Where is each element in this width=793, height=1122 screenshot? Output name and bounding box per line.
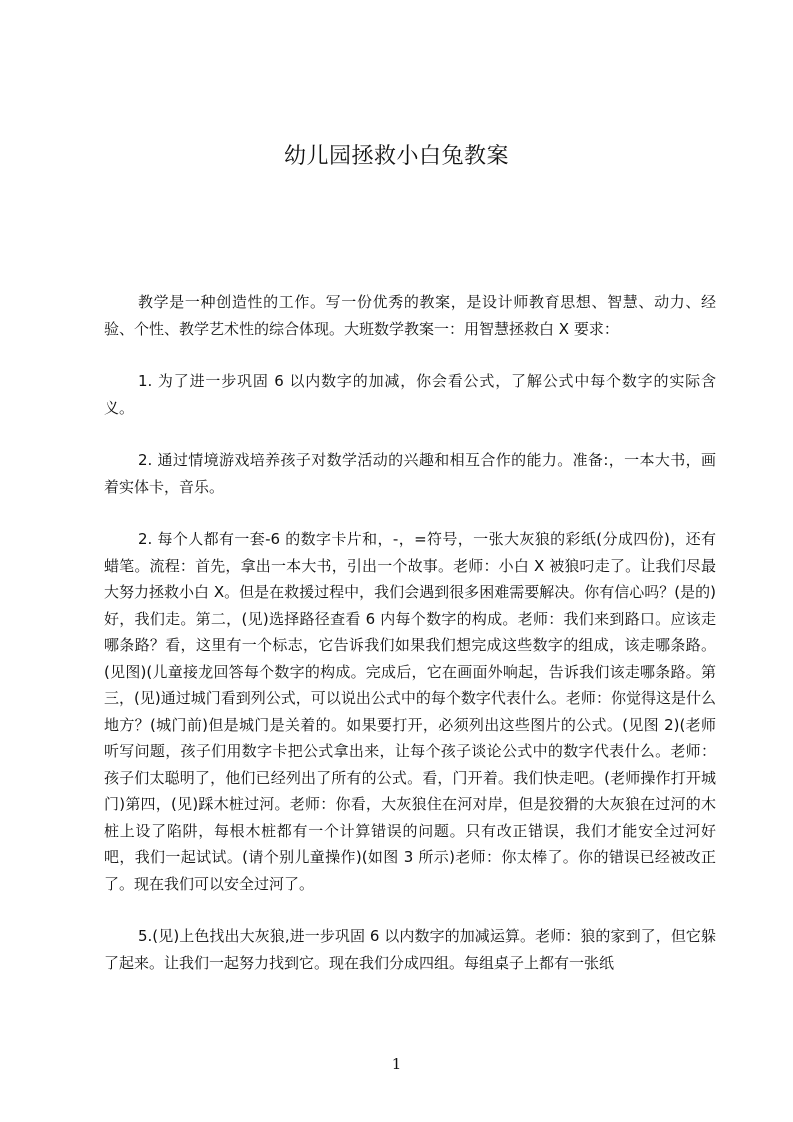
document-body (104, 289, 716, 976)
paragraph-process: 2. 每个人都有一套-6 的数字卡片和，-，=符号，一张大灰狼的彩纸(分成四份)，还有蜡笔。流程：首先，拿出一本大书，引出一个故事。老师：小白 X 被狼叼走了。让我们尽最大努力拯救小白 X。但是在救援过程中，我们会遇到很多困难需要解决。你有信心吗？(是的)好，我们走。第二，(见)选择路径查看 6 内每个数字的构成。老师：我们来到路口。应该走哪条路？看，这里有一个标志，它告诉我们如果我们想完成这些数字的组成，该走哪条路。(见图)(儿童接龙回答每个数字的构成。完成后，它在画面外响起，告诉我们该走哪条路。第三，(见)通过城门看到列公式，可以说出公式中的每个数字代表什么。老师：你觉得这是什么地方？(城门前)但是城门是关着的。如果要打开，必须列出这些图片的公式。(见图 2)(老师听写问题，孩子们用数字卡把公式拿出来，让每个孩子谈论公式中的数字代表什么。老师：孩子们太聪明了，他们已经列出了所有的公式。看，门开着。我们快走吧。(老师操作打开城门)第四，(见)踩木桩过河。老师：你看，大灰狼住在河对岸，但是狡猾的大灰狼在过河的木桩上设了陷阱，每根木桩都有一个计算错误的问题。只有改正错误，我们才能安全过河好吧，我们一起试试。(请个别儿童操作)(如图 3 所示)老师：你太棒了。你的错误已经被改正了。现在我们可以安全过河了。 (104, 530, 716, 893)
document-title: 幼儿园拯救小白兔教案 (283, 144, 509, 169)
paragraph-goal-2: 2. 通过情境游戏培养孩子对数学活动的兴趣和相互合作的能力。准备:，一本大书，画着实体卡，音乐。 (104, 451, 716, 496)
paragraph-step-5: 5.(见)上色找出大灰狼,进一步巩固 6 以内数字的加减运算。老师：狼的家到了，但它躲了起来。让我们一起努力找到它。现在我们分成四组。每组桌子上都有一张纸 (104, 927, 716, 972)
paragraph-intro: 教学是一种创造性的工作。写一份优秀的教案，是设计师教育思想、智慧、动力、经验、个性、教学艺术性的综合体现。大班数学教案一：用智慧拯救白 X 要求： (104, 293, 716, 338)
paragraph-goal-1: 1. 为了进一步巩固 6 以内数字的加减，你会看公式，了解公式中每个数字的实际含义。 (104, 372, 716, 417)
page-number: 1 (391, 1055, 402, 1073)
